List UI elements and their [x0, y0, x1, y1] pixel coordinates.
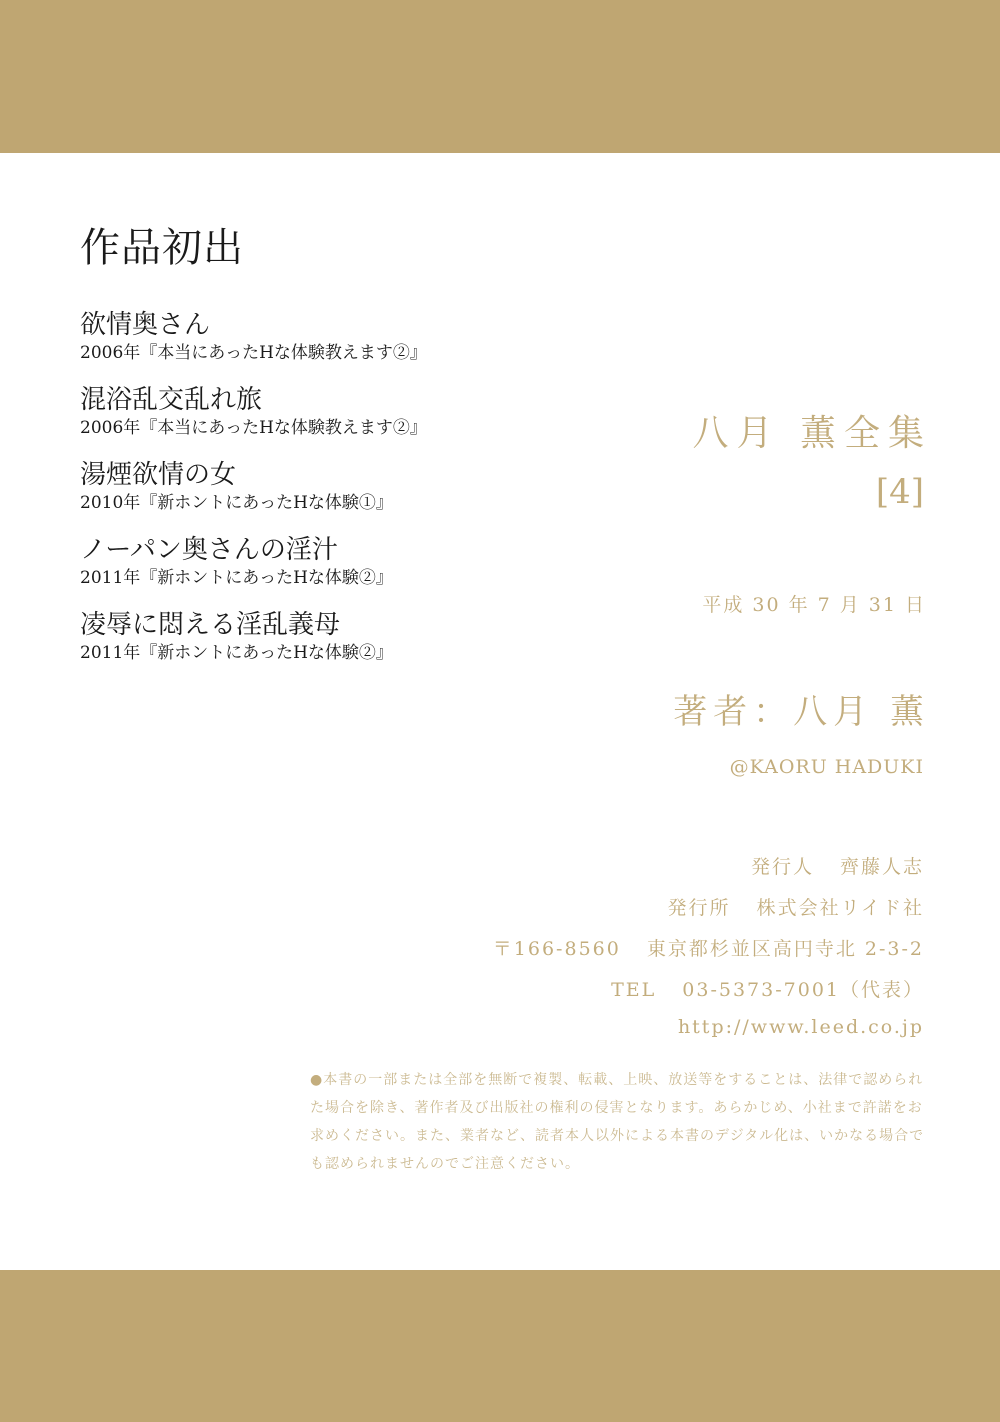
work-title: 欲情奥さん	[80, 310, 211, 340]
publisher-person-line	[751, 852, 924, 879]
publisher-person: 齊藤人志	[839, 856, 924, 878]
work-publication: 2006年『本当にあったHな体験教えます②』	[80, 343, 427, 363]
works-list	[80, 308, 540, 683]
website-url[interactable]: http://www.leed.co.jp	[677, 1016, 924, 1038]
work-title: 湯煙欲情の女	[80, 460, 237, 490]
address-zip: 〒166-8560	[492, 938, 621, 960]
publisher-label: 発行所	[667, 897, 731, 919]
work-title: 凌辱に悶える淫乱義母	[80, 610, 341, 640]
work-publication: 2011年『新ホントにあったHな体験②』	[80, 643, 393, 663]
publisher-line	[668, 893, 924, 920]
work-item	[80, 533, 540, 608]
copyright-line: @KAORU HADUKI	[729, 756, 924, 778]
copyright-notice	[310, 1066, 930, 1178]
work-title: ノーパン奥さんの淫汁	[80, 535, 338, 565]
publisher-name: 株式会社リイド社	[756, 897, 924, 919]
volume-number: [4]	[875, 472, 924, 512]
top-decorative-band	[0, 0, 1000, 153]
work-item	[80, 308, 540, 383]
page-title: 作品初出	[80, 225, 244, 271]
address-line	[493, 934, 924, 961]
publisher-person-label: 発行人	[750, 856, 814, 878]
work-publication: 2011年『新ホントにあったHな体験②』	[80, 568, 393, 588]
tel-number: 03-5373-7001（代表）	[682, 979, 924, 1001]
address: 東京都杉並区高円寺北 2-3-2	[646, 938, 924, 960]
work-publication: 2010年『新ホントにあったHな体験①』	[80, 493, 393, 513]
notice-bullet: ●	[310, 1072, 324, 1088]
tel-line	[611, 975, 924, 1002]
work-publication: 2006年『本当にあったHな体験教えます②』	[80, 418, 427, 438]
bottom-decorative-band	[0, 1270, 1000, 1422]
publication-date: 平成 30 年 7 月 31 日	[702, 594, 926, 616]
tel-label: TEL	[611, 979, 657, 1001]
series-title: 八月 薫全集	[692, 413, 932, 454]
notice-text: 本書の一部または全部を無断で複製、転載、上映、放送等をすることは、法律で認められた場合を除き、著作者及び出版社の権利の侵害となります。あらかじめ、小社まで許諾をお求めください。また、業者など、読者本人以外による本書のデジタル化は、いかなる場合でも認められませんのでご注意ください。	[310, 1072, 925, 1172]
author-line: 著者：八月 薫	[673, 692, 930, 732]
work-item	[80, 458, 540, 533]
work-item	[80, 608, 540, 683]
work-title: 混浴乱交乱れ旅	[80, 385, 263, 415]
work-item	[80, 383, 540, 458]
